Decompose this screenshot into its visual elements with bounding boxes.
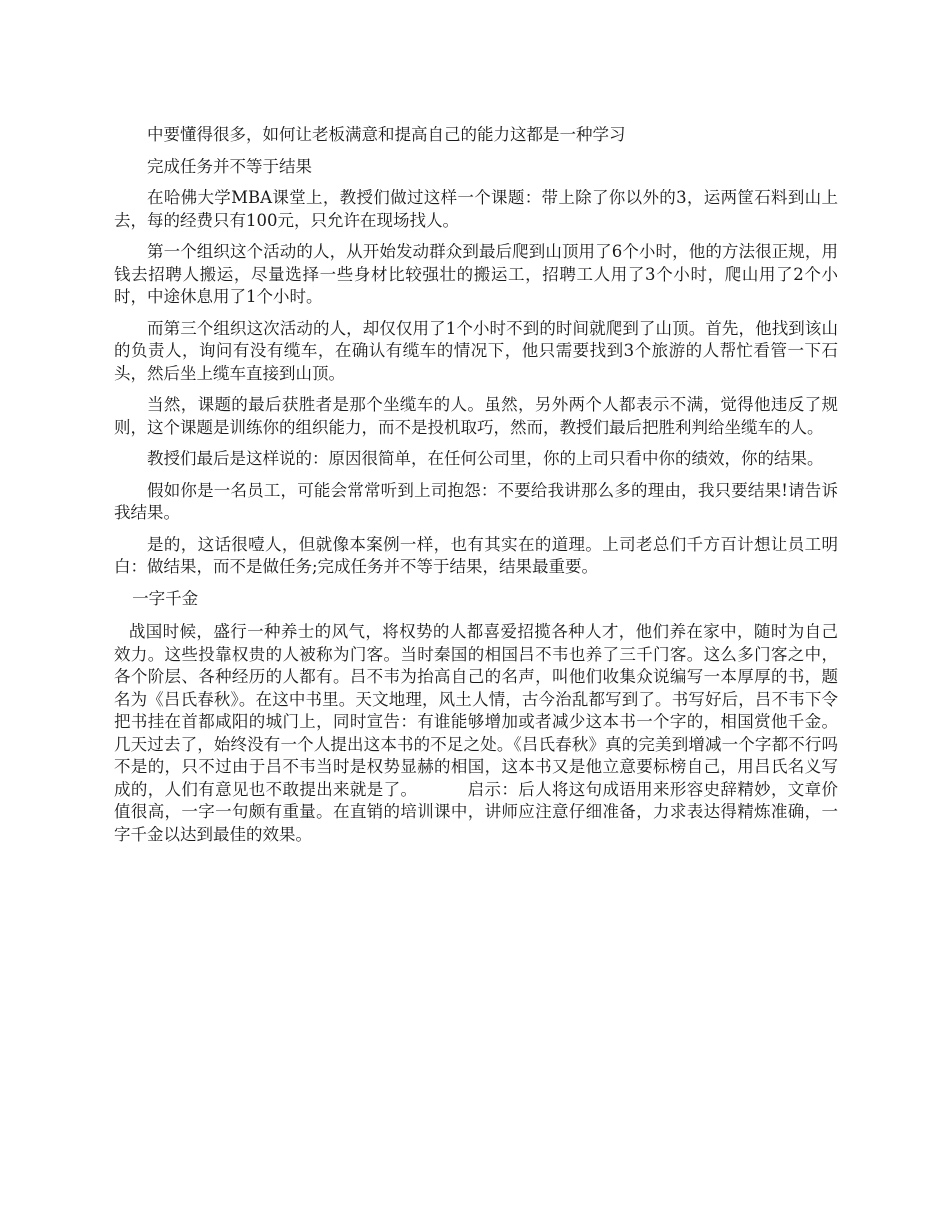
- story-moral: 启示：后人将这句成语用来形容史辞精妙，文章价值很高，一字一句颇有重量。在直销的培训课中，讲师应注意仔细准备，力求表达得精炼准确，一字千金以达到最佳的效果。: [114, 779, 839, 844]
- section-title-result: 完成任务并不等于结果: [147, 156, 312, 176]
- paragraph-conclusion: 是的，这话很噎人，但就像本案例一样，也有其实在的道理。上司老总们千方百计想让员工明白：做结果，而不是做任务;完成任务并不等于结果，结果最重要。: [114, 534, 838, 576]
- paragraph-employee: 假如你是一名员工，可能会常常听到上司抱怨：不要给我讲那么多的理由，我只要结果!请告诉我结果。: [114, 480, 838, 522]
- document-page: [114, 124, 838, 855]
- paragraph-first-organizer: 第一个组织这个活动的人，从开始发动群众到最后爬到山顶用了6个小时，他的方法很正规，用钱去招聘人搬运，尽量选择一些身材比较强壮的搬运工，招聘工人用了3个小时，爬山用了2个小时，中途休息用了1个小时。: [114, 242, 838, 306]
- paragraph-harvard-task: 在哈佛大学MBA课堂上，教授们做过这样一个课题：带上除了你以外的3，运两筐石料到山上去，每的经费只有100元，只允许在现场找人。: [114, 188, 838, 230]
- story-paragraph: [114, 621, 838, 846]
- intro-line: 中要懂得很多，如何让老板满意和提高自己的能力这都是一种学习: [147, 125, 626, 144]
- section-heading-yizi-qianjin: 一字千金: [132, 588, 199, 608]
- story-text: 战国时候，盛行一种养士的风气，将权势的人都喜爱招揽各种人才，他们养在家中，随时为自己效力。这些投靠权贵的人被称为门客。当时秦国的相国吕不韦也养了三千门客。这么多门客之中，各个阶层、各种经历的人都有。吕不韦为抬高自己的名声，叫他们收集众说编写一本厚厚的书，题名为《吕氏春秋》。在这中书里。天文地理，风土人情，古今治乱都写到了。书写好后，吕不韦下令把书挂在首都咸阳的城门上，同时宣告：有谁能够增加或者减少这本书一个字的，相国赏他千金。几天过去了，始终没有一个人提出这本书的不足之处。《吕氏春秋》真的完美到增减一个字都不行吗不是的，只不过由于吕不韦当时是权势显赫的相国，这本书又是他立意要标榜自己，用吕氏名义写成的，人们有意见也不敢提出来就是了。: [114, 622, 838, 799]
- paragraph-professors-say: 教授们最后是这样说的：原因很简单，在任何公司里，你的上司只看中你的绩效，你的结果。: [147, 449, 824, 468]
- paragraph-winner: 当然，课题的最后获胜者是那个坐缆车的人。虽然，另外两个人都表示不满，觉得他违反了规则，这个课题是训练你的组织能力，而不是投机取巧，然而，教授们最后把胜利判给坐缆车的人。: [114, 395, 838, 437]
- paragraph-third-organizer: 而第三个组织这次活动的人，却仅仅用了1个小时不到的时间就爬到了山顶。首先，他找到该山的负责人，询问有没有缆车，在确认有缆车的情况下，他只需要找到3个旅游的人帮忙看管一下石头，然后坐上缆车直接到山顶。: [114, 318, 838, 383]
